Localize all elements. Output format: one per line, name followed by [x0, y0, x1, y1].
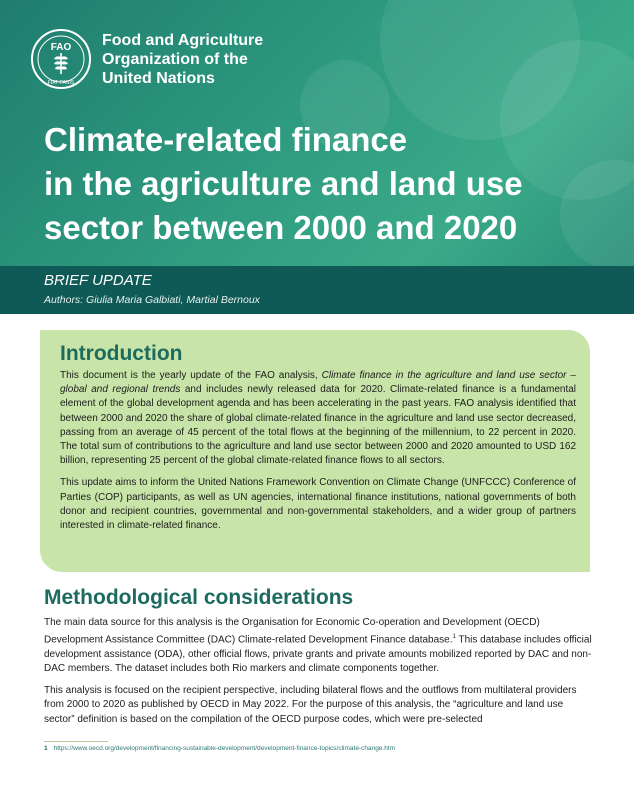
cover-hero: [0, 0, 634, 268]
footnote-divider: [44, 741, 108, 742]
logo-letters: FAO: [50, 42, 72, 53]
methodology-heading: Methodological considerations: [44, 586, 354, 609]
intro-paragraph: This update aims to inform the United Nations Framework Convention on Climate Change (UNFCCC) Conference of Parties (COP) participants, as well as UN agencies, international finance institutions, national governments of both donor and recipient countries, governmental and non-governmental stakeholders, and a wider group of partners interested in climate-related finance.: [60, 477, 576, 532]
fao-logo-icon: [30, 28, 92, 90]
methodology-paragraph: [44, 616, 592, 676]
introduction-box: [40, 330, 590, 572]
title-line: in the agriculture and land use: [44, 165, 523, 202]
org-name-line: Food and Agriculture: [102, 31, 264, 49]
authors-line: Authors: Giulia Maria Galbiati, Martial Bernoux: [44, 294, 260, 306]
intro-paragraph: [60, 369, 576, 468]
brief-update-label: BRIEF UPDATE: [44, 272, 152, 289]
intro-publication-title: Climate finance in the agriculture and land use sector – global and regional trends: [60, 370, 576, 396]
intro-text: This document is the yearly update of the FAO analysis,: [60, 370, 322, 381]
footnote-number: 1: [44, 745, 48, 752]
title-line: sector between 2000 and 2020: [44, 209, 518, 246]
logo-motto: FIAT PANIS: [47, 80, 75, 86]
org-name-line: United Nations: [102, 69, 215, 87]
title-line: Climate-related finance: [44, 121, 408, 158]
methodology-text: This database includes official development assistance (ODA), other official flows, private grants and private amounts mobilized reported by DAC and non-DAC members. The dataset includes both Rio markers and climate components together.: [44, 634, 592, 674]
introduction-heading: Introduction: [60, 342, 183, 365]
organization-name: [102, 31, 263, 88]
brief-update-band: [0, 266, 634, 314]
intro-text: and includes newly released data for 2020. Climate-related finance is a fundamental element of the global development agenda and has been accelerating in the past years. FAO analysis identified that between 2000 and 2020 the share of global climate-related finance in the agriculture and land use sector decreased, passing from an average of 45 percent of the total flows at the beginning of the millennium, to 22 percent in 2020. The total sum of contributions to the agriculture and land use sector between 2000 and 2020 amounted to USD 162 billion, representing 25 percent of the global climate-related finance flows to all sectors.: [60, 384, 576, 467]
methodology-text: The main data source for this analysis is the Organisation for Economic Co-operation and Development (OECD) Development Assistance Committee (DAC) Climate-related Development Finance database.: [44, 617, 540, 646]
footnote-link[interactable]: https://www.oecd.org/development/financing-sustainable-development/development-finance-topics/climate-change.htm: [53, 745, 396, 752]
fao-branding: [30, 28, 263, 90]
methodology-body: [44, 616, 592, 727]
document-title: [44, 118, 614, 250]
methodology-paragraph: This analysis is focused on the recipient perspective, including bilateral flows and the outflows from multilateral providers from 2000 to 2020 as published by OECD in May 2022. For the purpose of this analysis, the “agriculture and land use sector” definition is based on the compilation of the OECD purpose codes, which were pre-selected: [44, 685, 577, 725]
footnote-reference[interactable]: 1: [452, 634, 456, 641]
footnote: [44, 745, 395, 752]
org-name-line: Organization of the: [102, 50, 248, 68]
